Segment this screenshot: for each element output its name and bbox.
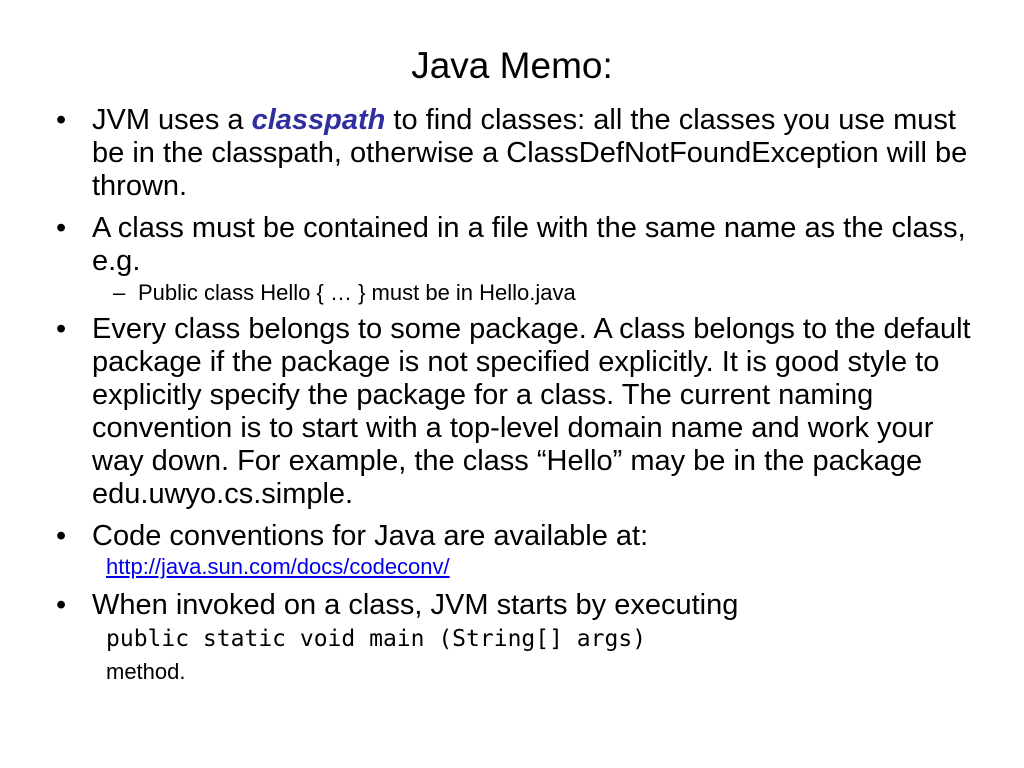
sub-bullet-text: Public class Hello { … } must be in Hello.java — [138, 280, 576, 305]
bullet-text-prefix: JVM uses a — [92, 104, 252, 136]
bullet-text: When invoked on a class, JVM starts by executing — [92, 589, 739, 621]
code-conventions-link-line — [106, 553, 1024, 581]
sub-bullet-hello-example — [113, 279, 1024, 307]
sub-bullet-marker: – — [113, 280, 126, 305]
code-conventions-link[interactable]: http://java.sun.com/docs/codeconv/ — [106, 554, 450, 579]
bullet-marker: • — [56, 520, 67, 552]
bullet-packages — [56, 313, 972, 511]
bullet-text-suffix: to find classes: all the classes you use must be in the classpath, otherwise a ClassDefNotFoundException will be thrown. — [92, 104, 968, 202]
bullet-text: Every class belongs to some package. A class belongs to the default package if the package is not specified explicitly. It is good style to explicitly specify the package for a class. The current naming convention is to start with a top-level domain name and work your way down. For example, the class “Hello” may be in the package edu.uwyo.cs.simple. — [92, 313, 971, 510]
bullet-marker: • — [56, 104, 67, 136]
classpath-emphasis: classpath — [251, 104, 386, 136]
bullet-marker: • — [56, 589, 67, 621]
main-method-signature: public static void main (String[] args) — [106, 626, 647, 652]
bullet-text: A class must be contained in a file with the same name as the class, e.g. — [92, 212, 966, 277]
bullet-marker: • — [56, 212, 67, 244]
bullet-classpath — [56, 104, 972, 203]
method-trailing-text: method. — [106, 659, 186, 684]
bullet-list — [0, 104, 1024, 686]
bullet-marker: • — [56, 313, 67, 345]
bullet-jvm-main — [56, 589, 972, 622]
bullet-code-conventions — [56, 520, 972, 553]
bullet-class-file-name — [56, 212, 972, 278]
bullet-text: Code conventions for Java are available at: — [92, 520, 649, 552]
slide-title: Java Memo: — [411, 45, 613, 86]
